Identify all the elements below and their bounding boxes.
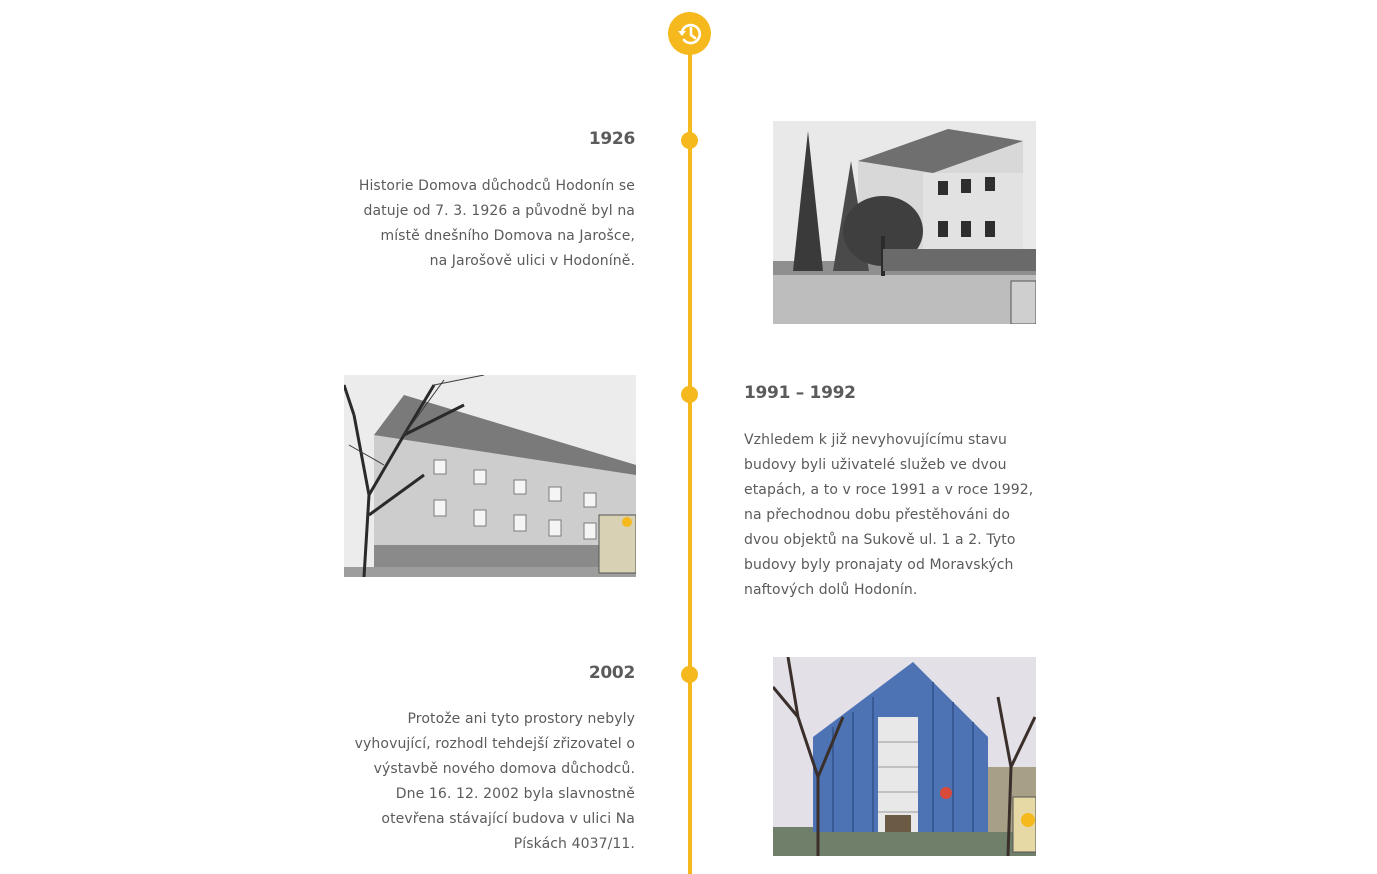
text-line: Pískách 4037/11.	[513, 836, 635, 852]
timeline-dot-2002	[681, 666, 698, 683]
entry-text-1991-1992	[744, 428, 1044, 603]
text-line: Dne 16. 12. 2002 byla slavnostně	[395, 786, 635, 802]
text-line: naftových dolů Hodonín.	[744, 582, 918, 598]
text-line: na Jarošově ulici v Hodoníně.	[429, 253, 635, 269]
text-line: Vzhledem k již nevyhovujícímu stavu	[744, 432, 1008, 448]
history-icon	[668, 12, 711, 55]
entry-year-2002: 2002	[588, 663, 635, 683]
text-line: dvou objektů na Sukově ul. 1 a 2. Tyto	[744, 532, 1016, 548]
text-line: datuje od 7. 3. 1926 a původně byl na	[363, 203, 635, 219]
text-line: vyhovující, rozhodl tehdejší zřizovatel o	[354, 736, 635, 752]
entry-text-2002	[335, 707, 635, 857]
timeline-dot-1926	[681, 132, 698, 149]
text-line: etapách, a to v roce 1991 a v roce 1992,	[744, 482, 1034, 498]
blue-building-photo	[773, 657, 1036, 856]
text-line: Protože ani tyto prostory nebyly	[407, 711, 635, 727]
apartment-block-photo-bw	[344, 375, 636, 577]
entry-year-1926: 1926	[588, 129, 635, 149]
entry-text-1926	[335, 174, 635, 274]
building-photo-bw	[773, 121, 1036, 324]
text-line: na přechodnou dobu přestěhováni do	[744, 507, 1011, 523]
timeline-line	[688, 50, 692, 874]
entry-year-1991-1992: 1991 – 1992	[744, 383, 856, 403]
text-line: otevřena stávající budova v ulici Na	[381, 811, 635, 827]
text-line: místě dnešního Domova na Jarošce,	[380, 228, 635, 244]
text-line: budovy byli uživatelé služeb ve dvou	[744, 457, 1007, 473]
text-line: budovy byly pronajaty od Moravských	[744, 557, 1014, 573]
text-line: Historie Domova důchodců Hodonín se	[358, 178, 635, 194]
timeline-dot-1991	[681, 386, 698, 403]
text-line: výstavbě nového domova důchodců.	[373, 761, 635, 777]
